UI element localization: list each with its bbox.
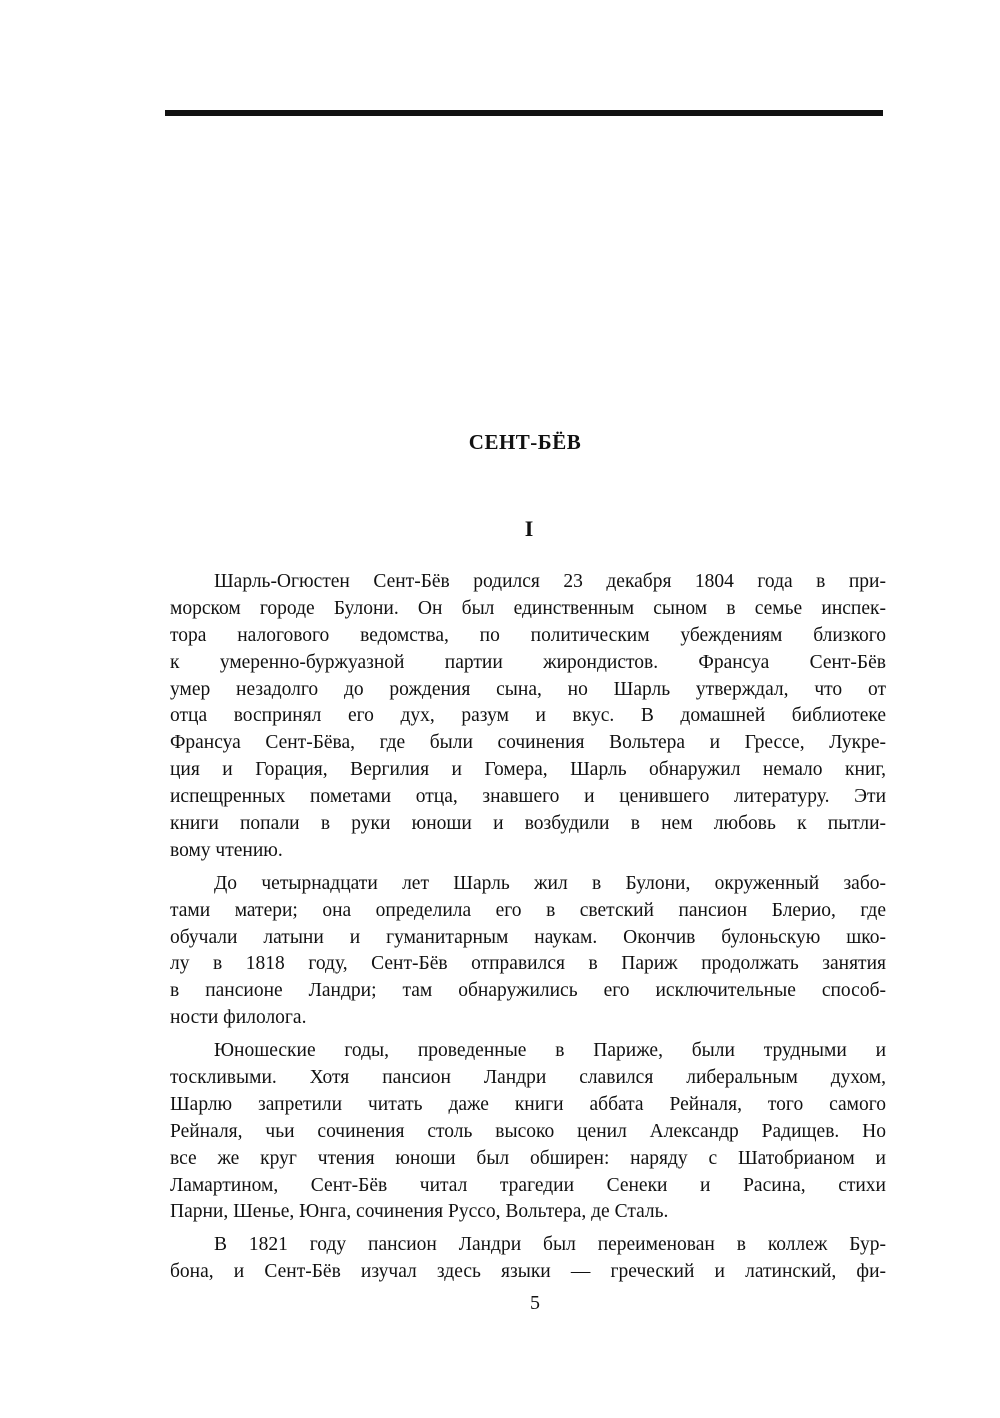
- text-line: В 1821 году пансион Ландри был переименован в коллеж Бур-: [214, 1234, 886, 1256]
- text-line: Ламартином, Сент-Бёв читал трагедии Сенеки и Расина, стихи: [170, 1174, 886, 1196]
- text-line: Юношеские годы, проведенные в Париже, были трудными и: [214, 1040, 886, 1062]
- text-line: испещренных пометами отца, знавшего и ценившего литературу. Эти: [170, 786, 886, 808]
- text-line: вому чтению.: [170, 839, 283, 861]
- text-line: Франсуа Сент-Бёва, где были сочинения Вольтера и Грессе, Лукре-: [170, 732, 886, 754]
- text-line: ности филолога.: [170, 1007, 307, 1029]
- text-line: морском городе Булони. Он был единственным сыном в семье инспек-: [170, 597, 886, 619]
- chapter-title: СЕНТ-БЁВ: [468, 430, 582, 454]
- paragraph-4: [170, 1232, 886, 1286]
- text-line: обучали латыни и гуманитарным наукам. Окончив булоньскую шко-: [170, 926, 886, 948]
- text-line: отца воспринял его дух, разум и вкус. В домашней библиотеке: [170, 705, 886, 727]
- text-line: Парни, Шенье, Юнга, сочинения Руссо, Вольтера, де Сталь.: [170, 1201, 669, 1223]
- text-line: Рейналя, чьи сочинения столь высоко ценил Александр Радищев. Но: [170, 1120, 886, 1142]
- text-line: книги попали в руки юноши и возбудили в нем любовь к пытли-: [170, 813, 886, 835]
- paragraph-2: [170, 871, 886, 1032]
- text-line: Шарль-Огюстен Сент-Бёв родился 23 декабря 1804 года в при-: [214, 571, 886, 592]
- text-line: все же круг чтения юноши был обширен: наряду с Шатобрианом и: [170, 1147, 886, 1169]
- text-line: в пансионе Ландри; там обнаружились его исключительные способ-: [170, 980, 886, 1002]
- text-line: До четырнадцати лет Шарль жил в Булони, окруженный забо-: [214, 872, 886, 894]
- section-number: I: [524, 516, 534, 541]
- body-text: [170, 569, 886, 1292]
- text-line: тоскливыми. Хотя пансион Ландри славился либеральным духом,: [170, 1067, 886, 1089]
- top-rule: [165, 110, 883, 116]
- text-line: тора налогового ведомства, по политическим убеждениям близкого: [170, 624, 886, 646]
- paragraph-3: [170, 1038, 886, 1226]
- text-line: Шарлю запретили читать даже книги аббата Рейналя, того самого: [170, 1093, 886, 1115]
- text-line: лу в 1818 году, Сент-Бёв отправился в Париж продолжать занятия: [170, 953, 886, 975]
- text-line: умер незадолго до рождения сына, но Шарль утверждал, что от: [170, 678, 886, 700]
- paragraph-1: [170, 569, 886, 865]
- text-line: ция и Горация, Вергилия и Гомера, Шарль обнаружил немало книг,: [170, 759, 886, 781]
- text-line: к умеренно-буржуазной партии жирондистов. Франсуа Сент-Бёв: [170, 651, 886, 673]
- page-number: 5: [530, 1292, 540, 1314]
- text-line: бона, и Сент-Бёв изучал здесь языки — греческий и латинский, фи-: [170, 1261, 886, 1283]
- text-line: тами матери; она определила его в светский пансион Блерио, где: [170, 899, 886, 921]
